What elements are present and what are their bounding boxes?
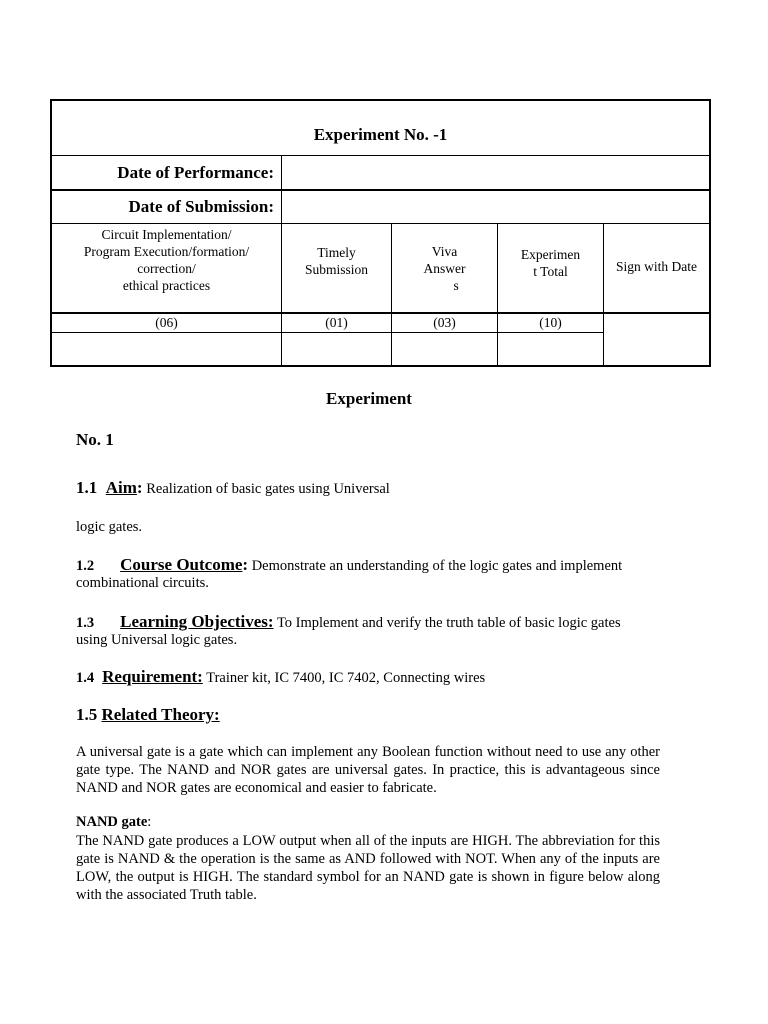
- section-number: 1.4: [76, 670, 95, 686]
- related-theory-line: [76, 705, 220, 725]
- col-head-line: s: [453, 277, 459, 293]
- course-outcome-label: Course Outcome: [120, 555, 243, 574]
- date-of-submission-label: Date of Submission:: [128, 197, 274, 216]
- col-head-line: Circuit Implementation/: [101, 227, 232, 242]
- marks-cell: (01): [325, 315, 348, 330]
- col-head-line: Answer: [423, 260, 466, 276]
- col-head-line: ethical practices: [122, 278, 211, 293]
- section-number: 1.5: [76, 705, 98, 724]
- course-outcome-line2: combinational circuits.: [76, 575, 209, 591]
- nand-paragraph: The NAND gate produces a LOW output when all of the inputs are HIGH. The abbreviation for this gate is NAND & the operation is the same as AND followed with NOT. When any of the inputs are LOW, the output is HIGH. The standard symbol for an NAND gate is shown in figure below along with the associated Truth table.: [76, 833, 660, 903]
- section-number: 1.2: [76, 558, 95, 574]
- requirement-label: Requirement:: [102, 667, 203, 686]
- col-timely-submission: [282, 224, 391, 312]
- nand-colon: :: [147, 814, 152, 830]
- col-head-line: Program Execution/formation/: [83, 244, 250, 259]
- assessment-table: [50, 99, 711, 367]
- table-rule: [52, 332, 603, 333]
- aim-line: [76, 478, 390, 498]
- experiment-heading: Experiment: [326, 389, 412, 408]
- nand-heading: [76, 814, 151, 831]
- col-experiment-total: [498, 224, 603, 312]
- section-number: 1.3: [76, 615, 95, 631]
- learning-objectives-text: To Implement and verify the truth table of basic logic gates: [273, 615, 621, 631]
- learning-objectives-line2: using Universal logic gates.: [76, 632, 238, 648]
- col-head-line: Experimen: [520, 247, 581, 262]
- marks-cell: (03): [433, 315, 456, 330]
- col-head-line: Submission: [304, 262, 369, 277]
- course-outcome-text: Demonstrate an understanding of the logic gates and implement: [248, 558, 623, 574]
- col-head-line: t Total: [533, 264, 568, 279]
- related-theory-label: Related Theory:: [101, 705, 220, 724]
- col-head-line: Viva: [431, 243, 458, 259]
- aim-text: Realization of basic gates using Universal: [142, 481, 390, 497]
- requirement-line: [76, 667, 485, 687]
- course-outcome-colon: :: [242, 555, 249, 574]
- learning-objectives-line: [76, 612, 621, 632]
- col-circuit-implementation: [52, 224, 281, 312]
- col-head-line: Timely: [317, 245, 356, 260]
- experiment-number: No. 1: [76, 430, 114, 449]
- learning-objectives-label: Learning Objectives:: [120, 612, 274, 631]
- experiment-title: Experiment No. -1: [313, 125, 448, 144]
- aim-continuation: logic gates.: [76, 519, 143, 535]
- aim-colon: :: [136, 478, 143, 497]
- course-outcome-line: [76, 555, 622, 575]
- col-head-line: correction/: [137, 261, 196, 276]
- theory-paragraph: A universal gate is a gate which can implement any Boolean function without need to use any other gate type. The NAND and NOR gates are universal gates. In practice, this is advantageous since NAND and NOR gates are economical and easier to fabricate.: [76, 744, 660, 796]
- date-of-performance-label: Date of Performance:: [117, 163, 274, 182]
- nand-label: NAND gate: [76, 814, 148, 830]
- section-number: 1.1: [76, 478, 98, 497]
- aim-label: Aim: [105, 478, 137, 497]
- col-sign-with-date: Sign with Date: [616, 258, 697, 274]
- marks-cell: (10): [539, 315, 562, 330]
- requirement-text: Trainer kit, IC 7400, IC 7402, Connecting wires: [202, 670, 486, 686]
- marks-cell: (06): [155, 315, 178, 330]
- col-viva-answers: [392, 224, 497, 312]
